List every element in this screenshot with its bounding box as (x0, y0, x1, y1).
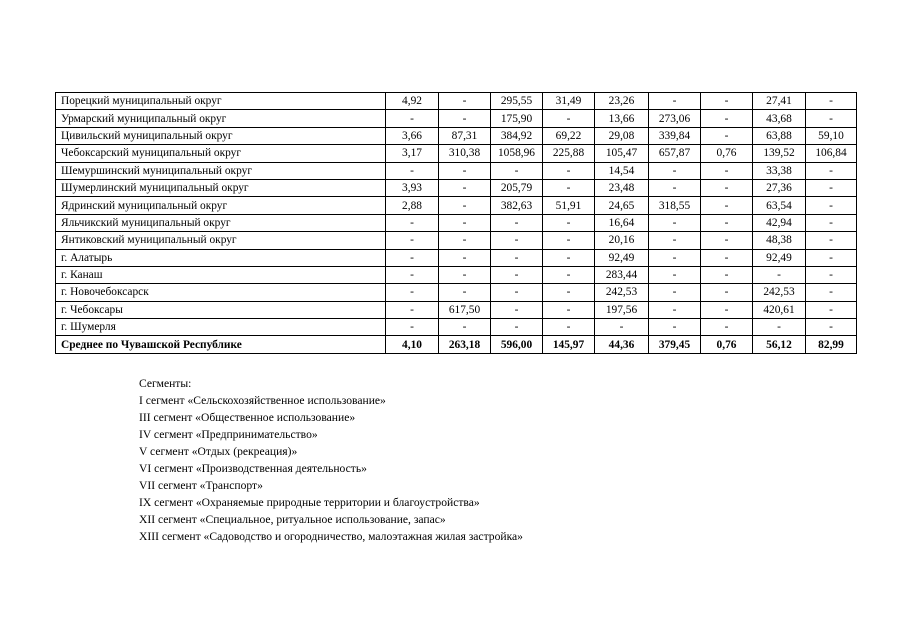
segment-value-cell: 44,36 (595, 336, 649, 353)
segment-value-cell: 59,10 (806, 127, 857, 144)
segment-value-cell: - (701, 301, 753, 318)
segment-value-cell: - (701, 162, 753, 179)
segment-value-cell: 3,17 (386, 145, 439, 162)
segment-value-cell: 20,16 (595, 232, 649, 249)
segment-value-cell: - (701, 266, 753, 283)
segment-value-cell: 263,18 (439, 336, 491, 353)
legend-item: IX сегмент «Охраняемые природные территории и благоустройства» (139, 496, 480, 509)
segment-value-cell: 242,53 (753, 284, 806, 301)
municipality-name: Среднее по Чувашской Республике (56, 336, 386, 353)
table-row (56, 162, 857, 179)
table-row (56, 145, 857, 162)
segment-value-cell: 23,48 (595, 179, 649, 196)
segment-value-cell: 617,50 (439, 301, 491, 318)
segment-value-cell: 4,10 (386, 336, 439, 353)
segment-value-cell: - (439, 214, 491, 231)
segment-value-cell: - (701, 249, 753, 266)
segment-value-cell: - (806, 179, 857, 196)
table-row (56, 266, 857, 283)
segment-value-cell: - (439, 179, 491, 196)
segment-value-cell: - (649, 179, 701, 196)
segment-value-cell: - (806, 232, 857, 249)
segment-value-cell: - (701, 93, 753, 110)
municipality-name: г. Новочебоксарск (56, 284, 386, 301)
segment-value-cell: - (386, 249, 439, 266)
segment-value-cell: - (386, 214, 439, 231)
segments-legend (139, 375, 523, 545)
segment-value-cell: - (439, 266, 491, 283)
segment-value-cell: - (806, 197, 857, 214)
municipality-name: Урмарский муниципальный округ (56, 110, 386, 127)
segment-value-cell: - (806, 93, 857, 110)
segment-value-cell: 23,26 (595, 93, 649, 110)
segment-value-cell: - (701, 127, 753, 144)
segment-value-cell: 420,61 (753, 301, 806, 318)
segment-value-cell: 69,22 (543, 127, 595, 144)
segment-value-cell: 225,88 (543, 145, 595, 162)
segment-value-cell: - (491, 284, 543, 301)
segment-value-cell: - (806, 249, 857, 266)
segment-value-cell: 339,84 (649, 127, 701, 144)
segment-value-cell: - (543, 266, 595, 283)
municipality-name: г. Канаш (56, 266, 386, 283)
municipality-name: Шумерлинский муниципальный округ (56, 179, 386, 196)
segment-value-cell: 596,00 (491, 336, 543, 353)
table-row (56, 197, 857, 214)
segment-value-cell: - (806, 266, 857, 283)
segment-value-cell: 295,55 (491, 93, 543, 110)
segment-value-cell: 205,79 (491, 179, 543, 196)
segment-value-cell: - (386, 266, 439, 283)
municipality-name: Янтиковский муниципальный округ (56, 232, 386, 249)
segment-value-cell: 56,12 (753, 336, 806, 353)
segment-value-cell: 87,31 (439, 127, 491, 144)
segment-value-cell: - (439, 197, 491, 214)
segment-value-cell: - (701, 232, 753, 249)
segment-value-cell: 48,38 (753, 232, 806, 249)
segment-value-cell: - (491, 214, 543, 231)
legend-item: VII сегмент «Транспорт» (139, 479, 263, 492)
segment-value-cell: - (806, 214, 857, 231)
segment-value-cell: - (491, 301, 543, 318)
municipality-name: Цивильский муниципальный округ (56, 127, 386, 144)
segment-value-cell: - (806, 301, 857, 318)
segment-value-cell: - (701, 179, 753, 196)
segment-value-cell: - (439, 93, 491, 110)
municipality-name: Чебоксарский муниципальный округ (56, 145, 386, 162)
segment-value-cell: 310,38 (439, 145, 491, 162)
legend-item: VI сегмент «Производственная деятельность» (139, 462, 367, 475)
segment-value-cell: - (701, 284, 753, 301)
segment-value-cell: - (543, 162, 595, 179)
segment-value-cell: - (649, 93, 701, 110)
segment-value-cell: - (806, 284, 857, 301)
legend-title: Сегменты: (139, 377, 192, 390)
segment-value-cell: - (806, 162, 857, 179)
total-row (56, 336, 857, 353)
segment-value-cell: - (491, 162, 543, 179)
legend-item: III сегмент «Общественное использование» (139, 411, 356, 424)
segment-value-cell: - (439, 162, 491, 179)
segment-value-cell: - (491, 319, 543, 336)
segment-value-cell: 318,55 (649, 197, 701, 214)
segment-value-cell: - (386, 162, 439, 179)
segment-value-cell: - (491, 232, 543, 249)
segment-value-cell: 657,87 (649, 145, 701, 162)
segment-value-cell: 13,66 (595, 110, 649, 127)
segment-value-cell: - (649, 214, 701, 231)
table-row (56, 93, 857, 110)
segment-value-cell: 3,66 (386, 127, 439, 144)
segment-value-cell: 33,38 (753, 162, 806, 179)
municipality-name: г. Чебоксары (56, 301, 386, 318)
segment-value-cell: - (649, 162, 701, 179)
segment-value-cell: 82,99 (806, 336, 857, 353)
segment-value-cell: - (439, 232, 491, 249)
segment-value-cell: 92,49 (753, 249, 806, 266)
segment-value-cell: 63,88 (753, 127, 806, 144)
segment-value-cell: 242,53 (595, 284, 649, 301)
legend-item: IV сегмент «Предпринимательство» (139, 428, 318, 441)
segment-value-cell: - (595, 319, 649, 336)
table-row (56, 301, 857, 318)
segment-value-cell: 24,65 (595, 197, 649, 214)
segment-value-cell: - (386, 301, 439, 318)
segment-value-cell: - (386, 110, 439, 127)
segment-value-cell: 273,06 (649, 110, 701, 127)
legend-item: I сегмент «Сельскохозяйственное использование» (139, 394, 386, 407)
segment-value-cell: - (543, 301, 595, 318)
segment-value-cell: 382,63 (491, 197, 543, 214)
segment-value-cell: 31,49 (543, 93, 595, 110)
segment-value-cell: 0,76 (701, 145, 753, 162)
segment-value-cell: 4,92 (386, 93, 439, 110)
table-row (56, 249, 857, 266)
segment-value-cell: - (543, 179, 595, 196)
segment-value-cell: - (649, 232, 701, 249)
municipality-name: г. Алатырь (56, 249, 386, 266)
segment-value-cell: 384,92 (491, 127, 543, 144)
segment-value-cell: 283,44 (595, 266, 649, 283)
segment-value-cell: - (701, 214, 753, 231)
municipality-name: г. Шумерля (56, 319, 386, 336)
segment-value-cell: 1058,96 (491, 145, 543, 162)
segment-value-cell: - (439, 249, 491, 266)
municipality-name: Шемуршинский муниципальный округ (56, 162, 386, 179)
segment-value-cell: 145,97 (543, 336, 595, 353)
table-row (56, 110, 857, 127)
segment-value-cell: - (543, 110, 595, 127)
segment-value-cell: - (543, 284, 595, 301)
segment-value-cell: - (806, 110, 857, 127)
segment-value-cell: - (753, 319, 806, 336)
segment-value-cell: 379,45 (649, 336, 701, 353)
segment-value-cell: 51,91 (543, 197, 595, 214)
segment-value-cell: - (439, 110, 491, 127)
segment-value-cell: - (649, 319, 701, 336)
segment-value-cell: 197,56 (595, 301, 649, 318)
segment-value-cell: - (701, 197, 753, 214)
segment-value-cell: 16,64 (595, 214, 649, 231)
table-row (56, 232, 857, 249)
segment-value-cell: - (543, 214, 595, 231)
segment-value-cell: 27,36 (753, 179, 806, 196)
segment-value-cell: - (753, 266, 806, 283)
table-row (56, 284, 857, 301)
segment-value-cell: 175,90 (491, 110, 543, 127)
segment-value-cell: - (649, 301, 701, 318)
segment-value-cell: - (543, 232, 595, 249)
segment-value-cell: - (543, 319, 595, 336)
segment-value-cell: - (439, 319, 491, 336)
legend-item: V сегмент «Отдых (рекреация)» (139, 445, 298, 458)
segment-value-cell: 106,84 (806, 145, 857, 162)
segment-value-cell: 14,54 (595, 162, 649, 179)
table-row (56, 127, 857, 144)
segment-value-cell: 43,68 (753, 110, 806, 127)
segment-value-cell: - (701, 110, 753, 127)
segment-value-cell: 105,47 (595, 145, 649, 162)
segment-value-cell: - (439, 284, 491, 301)
segment-value-cell: - (806, 319, 857, 336)
segment-value-cell: - (491, 249, 543, 266)
segment-value-cell: 29,08 (595, 127, 649, 144)
legend-item: XIII сегмент «Садоводство и огородничество, малоэтажная жилая застройка» (139, 530, 523, 543)
legend-item: XII сегмент «Специальное, ритуальное использование, запас» (139, 513, 446, 526)
segment-value-cell: - (649, 266, 701, 283)
segment-value-cell: - (649, 249, 701, 266)
segment-value-cell: 92,49 (595, 249, 649, 266)
cadastral-value-table (55, 92, 857, 354)
segment-value-cell: - (386, 284, 439, 301)
segment-value-cell: 139,52 (753, 145, 806, 162)
municipality-name: Ядринский муниципальный округ (56, 197, 386, 214)
municipality-name: Порецкий муниципальный округ (56, 93, 386, 110)
segment-value-cell: 0,76 (701, 336, 753, 353)
segment-value-cell: 27,41 (753, 93, 806, 110)
segment-value-cell: 2,88 (386, 197, 439, 214)
segment-value-cell: - (386, 232, 439, 249)
segment-value-cell: 3,93 (386, 179, 439, 196)
municipality-name: Яльчикский муниципальный округ (56, 214, 386, 231)
table-row (56, 179, 857, 196)
segment-value-cell: - (491, 266, 543, 283)
table-row (56, 319, 857, 336)
segment-value-cell: - (649, 284, 701, 301)
segment-value-cell: - (701, 319, 753, 336)
segment-value-cell: - (543, 249, 595, 266)
segment-value-cell: - (386, 319, 439, 336)
segment-value-cell: 42,94 (753, 214, 806, 231)
segment-value-cell: 63,54 (753, 197, 806, 214)
table-row (56, 214, 857, 231)
